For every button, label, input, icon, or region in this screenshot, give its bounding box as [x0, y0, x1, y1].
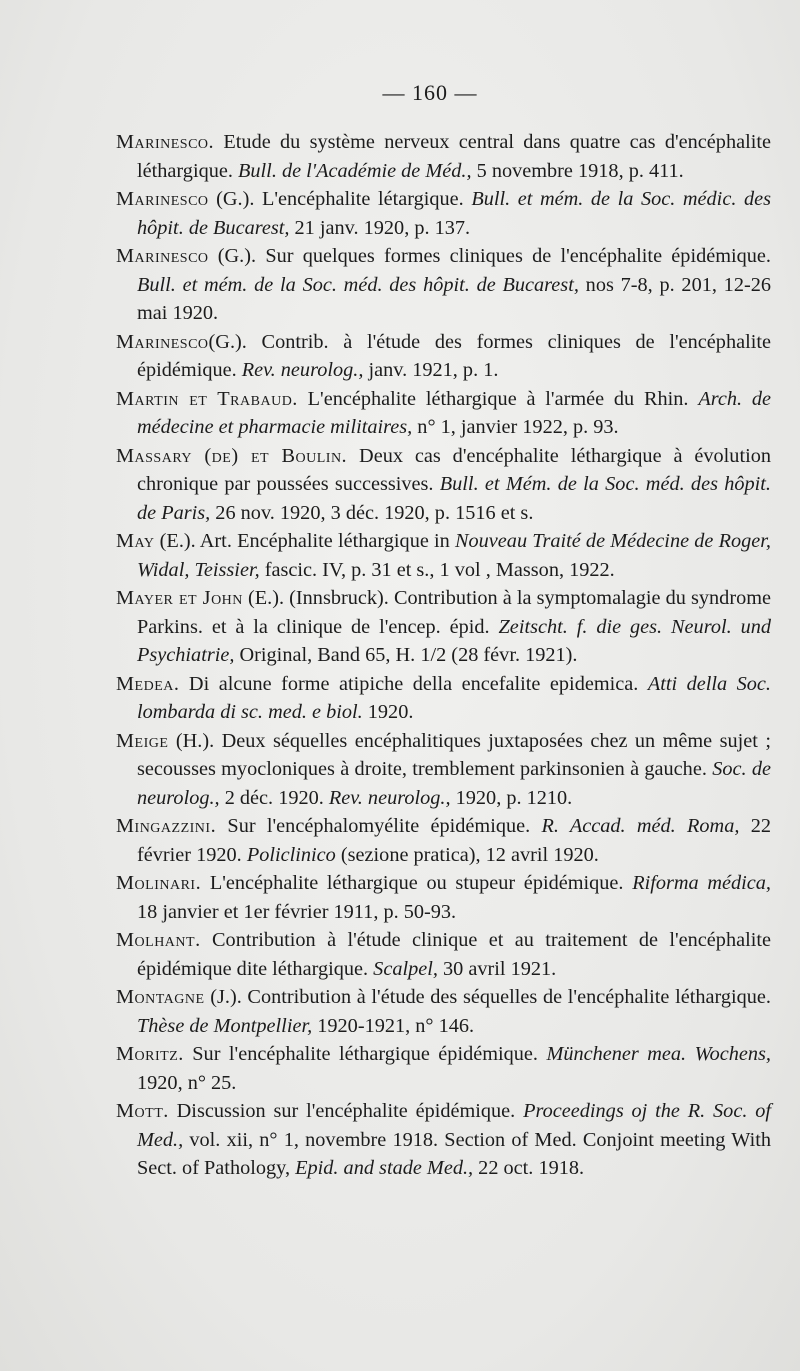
- entry-text: 5 novembre 1918, p. 411.: [471, 159, 684, 182]
- entry-text: Etude du système nerveux central dans quatre cas d'encéphalite léthargique.: [137, 131, 771, 182]
- entry-text: 1920, n° 25.: [137, 1071, 237, 1094]
- bibliography-entry: [116, 983, 771, 1040]
- entry-text: (G.). Sur quelques formes cliniques de l'encéphalite épidémique.: [208, 245, 771, 267]
- entry-text: 30 avril 1921.: [437, 957, 557, 980]
- bibliography-entry: [116, 670, 771, 727]
- bibliography-entry: [116, 926, 771, 983]
- entry-author: Marinesco: [116, 188, 209, 210]
- entry-text: 1920, p. 1210.: [450, 786, 573, 809]
- entry-source: R. Accad. méd. Roma,: [541, 815, 740, 837]
- entry-source: Soc. de neurolog.,: [137, 758, 772, 809]
- entry-text: janv. 1921, p. 1.: [363, 359, 499, 381]
- entry-source: Bull. et mém. de la Soc. médic. des hôpit. de Bucarest,: [137, 188, 771, 239]
- entry-source: Arch. de médecine et pharmacie militaires,: [137, 387, 771, 438]
- entry-source: Atti della Soc. lombarda di sc. med. e biol.: [137, 672, 771, 723]
- bibliography-entry: [116, 185, 771, 242]
- entry-text: (J.). Contribution à l'étude des séquelles de l'encéphalite léthargique.: [204, 986, 771, 1008]
- entry-author: Mott.: [116, 1100, 169, 1122]
- entry-text: (sezione pratica), 12 avril 1920.: [335, 843, 599, 866]
- bibliography-entry: [116, 869, 771, 926]
- entry-author: Martin et Trabaud.: [116, 387, 298, 410]
- bibliography-entry: [116, 727, 771, 813]
- bibliography-entry: [116, 527, 771, 584]
- entry-author: Medea.: [116, 672, 180, 695]
- entry-text: 22 oct. 1918.: [473, 1157, 585, 1179]
- entry-text: Sur l'encéphalite léthargique épidémique.: [183, 1043, 547, 1065]
- entry-source: Rev. neurolog.,: [328, 786, 451, 809]
- entry-text: Discussion sur l'encéphalite épidémique.: [168, 1100, 524, 1122]
- entry-author: Marinesco: [116, 245, 209, 267]
- entry-source: Proceedings oj the R. Soc. of Med.,: [137, 1100, 771, 1151]
- entry-source: Epid. and stade Med.,: [295, 1157, 474, 1179]
- entry-text: 18 janvier et 1er février 1911, p. 50-93.: [137, 900, 457, 923]
- bibliography-entry: [116, 385, 771, 442]
- entry-text: (E.). (Innsbruck). Contribution à la symptomalagie du syndrome Parkins. et à la clinique de l'encep. épid.: [137, 587, 771, 638]
- entry-text: Di alcune forme atipiche della encefalite epidemica.: [179, 672, 648, 695]
- entry-text: nos 7-8, p. 201, 12-26 mai 1920.: [137, 273, 771, 324]
- entry-author: Moritz.: [116, 1043, 184, 1065]
- bibliography-entry: [116, 1097, 771, 1183]
- entry-text: fascic. IV, p. 31 et s., 1 vol , Masson, 1922.: [259, 558, 615, 581]
- entry-text: Deux cas d'encéphalite léthargique à évolution chronique par poussées successives.: [137, 444, 771, 495]
- page-number: — 160 —: [382, 80, 478, 105]
- entry-source: Scalpel,: [373, 957, 438, 980]
- entry-text: (G.). L'encéphalite létargique.: [208, 188, 472, 210]
- bibliography-entry: [116, 812, 771, 869]
- entry-source: Bull. et mém. de la Soc. méd. des hôpit. de Bucarest,: [137, 273, 579, 296]
- entry-text: (E.). Art. Encéphalite léthargique in: [154, 530, 455, 552]
- entry-text: 26 nov. 1920, 3 déc. 1920, p. 1516 et s.: [210, 501, 534, 524]
- entry-author: Marinesco.: [116, 131, 215, 153]
- entry-source: Policlinico: [246, 843, 336, 866]
- entry-text: (G.). Contrib. à l'étude des formes cliniques de l'encéphalite épidémique.: [137, 330, 771, 381]
- entry-source: Münchener mea. Wochens,: [546, 1043, 771, 1065]
- entry-source: Thèse de Montpellier,: [137, 1014, 313, 1037]
- entry-text: (H.). Deux séquelles encéphalitiques juxtaposées chez un même sujet ; secousses myocloniques à droite, tremblement parkinsonien à gauche.: [137, 729, 771, 780]
- bibliography-entry: [116, 242, 771, 328]
- entry-text: 22 février 1920.: [137, 815, 771, 866]
- bibliography-entry: [116, 128, 771, 185]
- entry-source: Rev. neurolog.,: [241, 359, 364, 381]
- bibliography-entry: [116, 328, 771, 385]
- entry-source: Zeitscht. f. die ges. Neurol. und Psychiatrie,: [137, 615, 772, 666]
- entry-text: L'encéphalite léthargique à l'armée du Rhin.: [297, 387, 699, 410]
- entry-text: vol. xii, n° 1, novembre 1918. Section of Med. Conjoint meeting With Sect. of Pathology,: [137, 1128, 771, 1179]
- entry-author: May: [116, 530, 155, 552]
- entry-author: Marinesco: [116, 330, 209, 353]
- entry-text: 1920-1921, n° 146.: [312, 1014, 475, 1037]
- entry-source: Riforma médica,: [632, 872, 771, 894]
- entry-source: Bull. et Mém. de la Soc. méd. des hôpit. de Paris,: [137, 473, 771, 524]
- bibliography-list: [116, 128, 771, 1183]
- entry-text: n° 1, janvier 1922, p. 93.: [412, 416, 619, 438]
- bibliography-entry: [116, 1040, 771, 1097]
- entry-author: Molinari.: [116, 872, 202, 894]
- bibliography-entry: [116, 442, 771, 528]
- entry-author: Molhant.: [116, 929, 201, 951]
- entry-text: 2 déc. 1920.: [219, 786, 329, 809]
- entry-text: 21 janv. 1920, p. 137.: [289, 216, 471, 239]
- entry-author: Mayer et John: [116, 587, 243, 609]
- entry-text: L'encéphalite léthargique ou stupeur épidémique.: [201, 872, 633, 894]
- entry-text: Sur l'encéphalomyélite épidémique.: [216, 815, 542, 837]
- entry-text: 1920.: [362, 701, 414, 723]
- entry-source: Nouveau Traité de Médecine de Roger, Widal, Teissier,: [137, 530, 771, 581]
- entry-author: Massary (de) et Boulin.: [116, 444, 348, 467]
- entry-text: Original, Band 65, H. 1/2 (28 févr. 1921).: [234, 644, 578, 666]
- bibliography-entry: [116, 584, 771, 670]
- entry-text: Contribution à l'étude clinique et au traitement de l'encéphalite épidémique dite léthargique.: [137, 929, 771, 980]
- entry-author: Meige: [116, 729, 169, 752]
- entry-author: Montagne: [116, 986, 205, 1008]
- entry-author: Mingazzini.: [116, 815, 217, 837]
- entry-source: Bull. de l'Académie de Méd.,: [238, 159, 472, 182]
